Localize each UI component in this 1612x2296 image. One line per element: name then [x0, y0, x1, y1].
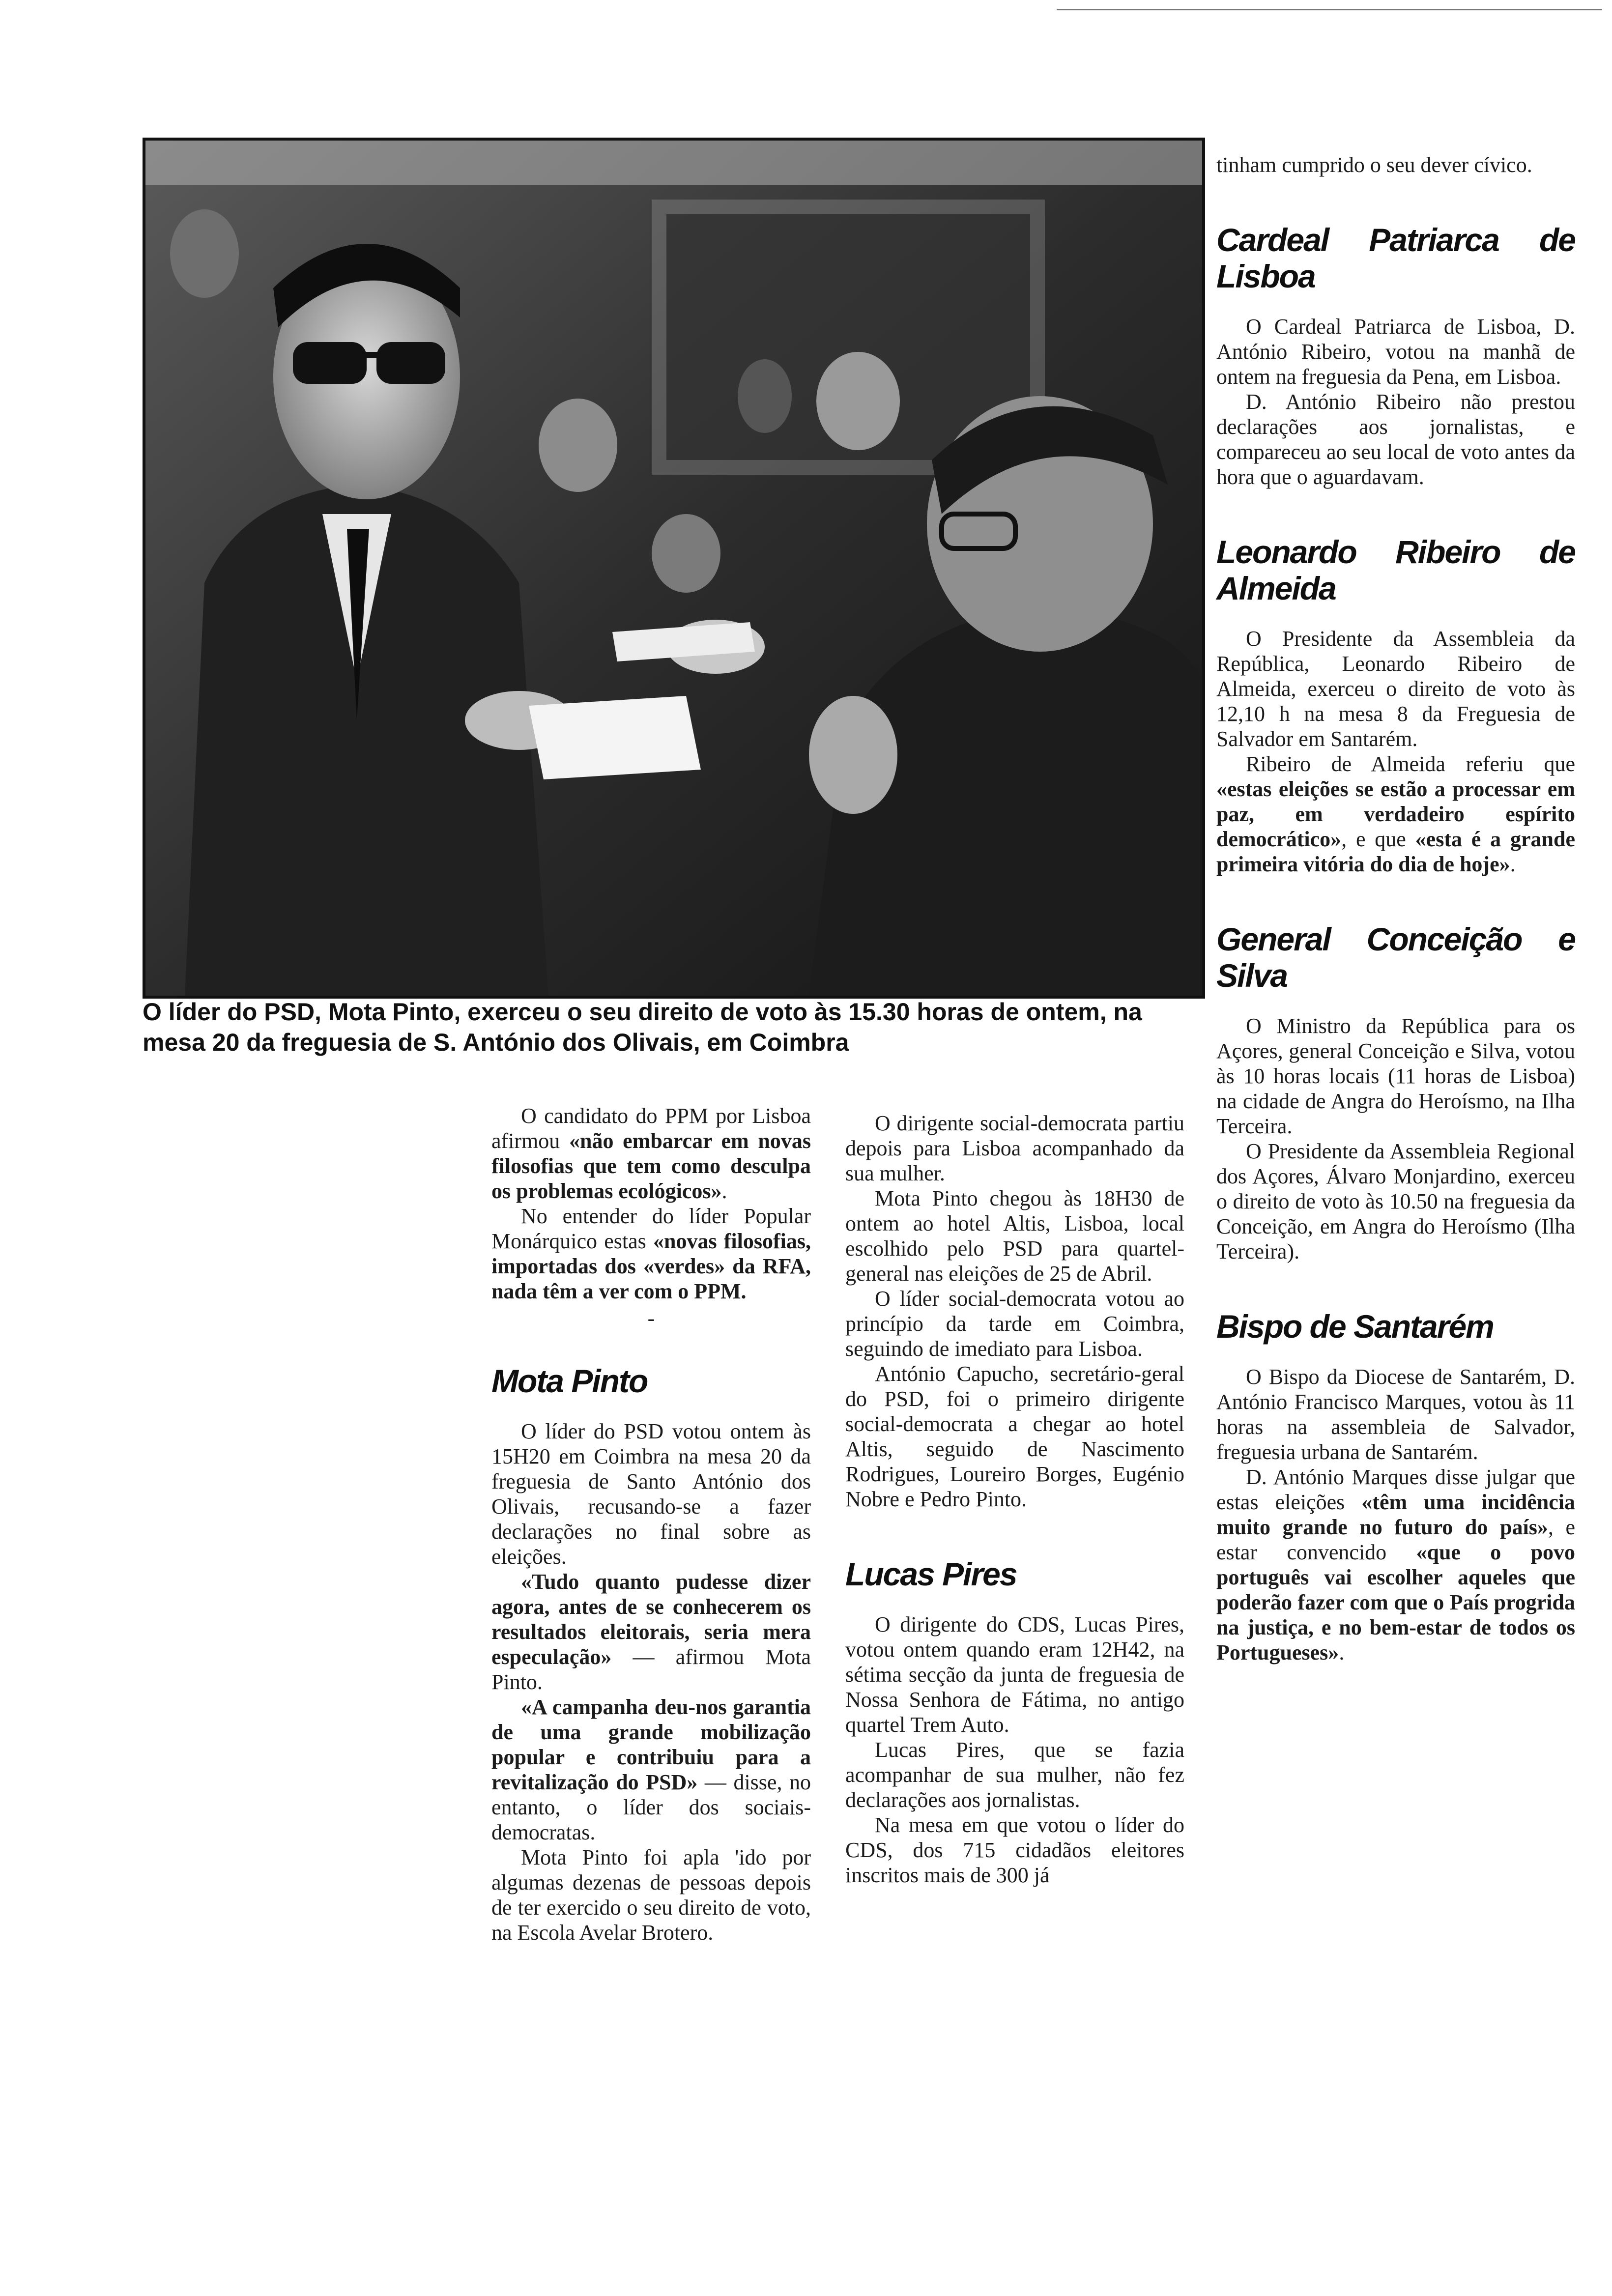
- paragraph: O líder social-democrata votou ao princípio da tarde em Coimbra, seguindo de imediato para Lisboa.: [845, 1287, 1184, 1361]
- left-column: [491, 1103, 811, 1945]
- heading-lucas-pires: Lucas Pires: [845, 1556, 1017, 1592]
- paragraph: O Ministro da República para os Açores, general Conceição e Silva, votou às 10 horas locais (11 horas de Lisboa) na cidade de Angra do Heroísmo, na Ilha Terceira.: [1216, 1014, 1575, 1138]
- separator-dash: -: [647, 1306, 655, 1330]
- text: — afirmou Mota Pinto.: [491, 1645, 811, 1694]
- right-column: [1216, 152, 1575, 1665]
- paragraph: O líder do PSD votou ontem às 15H20 em Coimbra na mesa 20 da freguesia de Santo António dos Olivais, recusando-se a fazer declarações no final sobre as eleições.: [491, 1419, 811, 1569]
- paragraph: D. António Ribeiro não prestou declarações aos jornalistas, e compareceu ao seu local de voto antes da hora que o aguardavam.: [1216, 390, 1575, 489]
- page-top-rule: [1057, 9, 1602, 10]
- paragraph: O Bispo da Diocese de Santarém, D. António Francisco Marques, votou às 11 horas na assembleia de Salvador, freguesia urbana de Santarém.: [1216, 1365, 1575, 1464]
- spacer: [845, 1512, 1184, 1556]
- text: .: [1510, 852, 1516, 876]
- text: .: [1339, 1640, 1345, 1665]
- quote: «que o povo português vai escolher aqueles que poderão fazer com que o País progrida na justiça, e no bem-estar de todos os Portugueses»: [1216, 1540, 1575, 1665]
- text: — disse, no entanto, o líder dos sociais-democratas.: [491, 1770, 811, 1844]
- paragraph: Mota Pinto chegou às 18H30 de ontem ao hotel Altis, Lisboa, local escolhido pelo PSD para quartel-general nas eleições de 25 de Abril.: [845, 1186, 1184, 1286]
- paragraph: O dirigente do CDS, Lucas Pires, votou ontem quando eram 12H42, na sétima secção da junta de freguesia de Nossa Senhora de Fátima, no antigo quartel Trem Auto.: [845, 1612, 1184, 1737]
- middle-column: [845, 1111, 1184, 1888]
- paragraph: O dirigente social-democrata partiu depois para Lisboa acompanhado da sua mulher.: [845, 1111, 1184, 1185]
- paragraph: [491, 1569, 811, 1694]
- paragraph: [491, 1103, 811, 1204]
- paragraph: Lucas Pires, que se fazia acompanhar de sua mulher, não fez declarações aos jornalistas.: [845, 1738, 1184, 1812]
- text: O candidato do PPM por Lisboa afirmou: [491, 1104, 811, 1153]
- spacer: [1216, 877, 1575, 921]
- quote: «novas filosofias, importadas dos «verdes» da RFA, nada têm a ver com o PPM.: [491, 1229, 811, 1303]
- news-photo: [143, 138, 1205, 999]
- text: , e estar convencido: [1216, 1515, 1575, 1564]
- paragraph: O Cardeal Patriarca de Lisboa, D. António Ribeiro, votou na manhã de ontem na freguesia da Pena, em Lisboa.: [1216, 315, 1575, 389]
- paragraph: António Capucho, secretário-geral do PSD, foi o primeiro dirigente social-democrata a chegar ao hotel Altis, seguido de Nascimento Rodrigues, Loureiro Borges, Eugénio Nobre e Pedro Pinto.: [845, 1362, 1184, 1511]
- quote: «estas eleições se estão a processar em paz, em verdadeiro espírito democrático»: [1216, 777, 1575, 851]
- heading-mota-pinto: Mota Pinto: [491, 1363, 648, 1399]
- text: D. António Marques disse julgar que estas eleições: [1216, 1465, 1575, 1514]
- paragraph: Mota Pinto foi apla 'ido por algumas dezenas de pessoas depois de ter exercido o seu direito de voto, na Escola Avelar Brotero.: [491, 1845, 811, 1945]
- text: .: [721, 1179, 727, 1203]
- paragraph: [1216, 751, 1575, 877]
- paragraph: O Presidente da Assembleia Regional dos Açores, Álvaro Monjardino, exerceu o direito de voto às 10.50 na freguesia da Conceição, em Angra do Heroísmo (Ilha Terceira).: [1216, 1139, 1575, 1263]
- paragraph: [491, 1204, 811, 1304]
- quote: «têm uma incidência muito grande no futuro do país»: [1216, 1490, 1575, 1539]
- continued-text: tinham cumprido o seu dever cívico.: [1216, 153, 1532, 177]
- heading-general-conceicao: General Conceição e Silva: [1216, 921, 1575, 994]
- spacer: [491, 1333, 811, 1363]
- heading-leonardo-ribeiro: Leonardo Ribeiro de Almeida: [1216, 534, 1575, 606]
- photo-caption: O líder do PSD, Mota Pinto, exerceu o seu direito de voto às 15.30 horas de ontem, na mesa 20 da freguesia de S. António dos Olivais, em Coimbra: [143, 998, 1142, 1056]
- photo-illustration: [145, 141, 1202, 996]
- spacer: [1216, 177, 1575, 222]
- paragraph: O Presidente da Assembleia da República, Leonardo Ribeiro de Almeida, exerceu o direito de voto às 12,10 h na mesa 8 da Freguesia de Salvador em Santarém.: [1216, 627, 1575, 751]
- text: No entender do líder Popular Monárquico estas: [491, 1204, 811, 1253]
- spacer: [1216, 489, 1575, 534]
- text: , e que: [1341, 827, 1415, 851]
- paragraph: Na mesa em que votou o líder do CDS, dos 715 cidadãos eleitores inscritos mais de 300 já: [845, 1813, 1184, 1887]
- quote: «A campanha deu-nos garantia de uma grande mobilização popular e contribuiu para a revitalização do PSD»: [491, 1695, 811, 1794]
- spacer: [1216, 1264, 1575, 1308]
- heading-bispo-santarem: Bispo de Santarém: [1216, 1308, 1494, 1345]
- quote: «Tudo quanto pudesse dizer agora, antes de se conhecerem os resultados eleitorais, seria mera especulação»: [491, 1570, 811, 1669]
- heading-cardeal-patriarca: Cardeal Patriarca de Lisboa: [1216, 222, 1575, 294]
- quote: «não embarcar em novas filosofias que tem como desculpa os problemas ecológicos»: [491, 1129, 811, 1203]
- text: Ribeiro de Almeida referiu que: [1246, 752, 1575, 776]
- quote: «esta é a grande primeira vitória do dia de hoje»: [1216, 827, 1575, 876]
- paragraph: [491, 1694, 811, 1845]
- paragraph: [1216, 1464, 1575, 1665]
